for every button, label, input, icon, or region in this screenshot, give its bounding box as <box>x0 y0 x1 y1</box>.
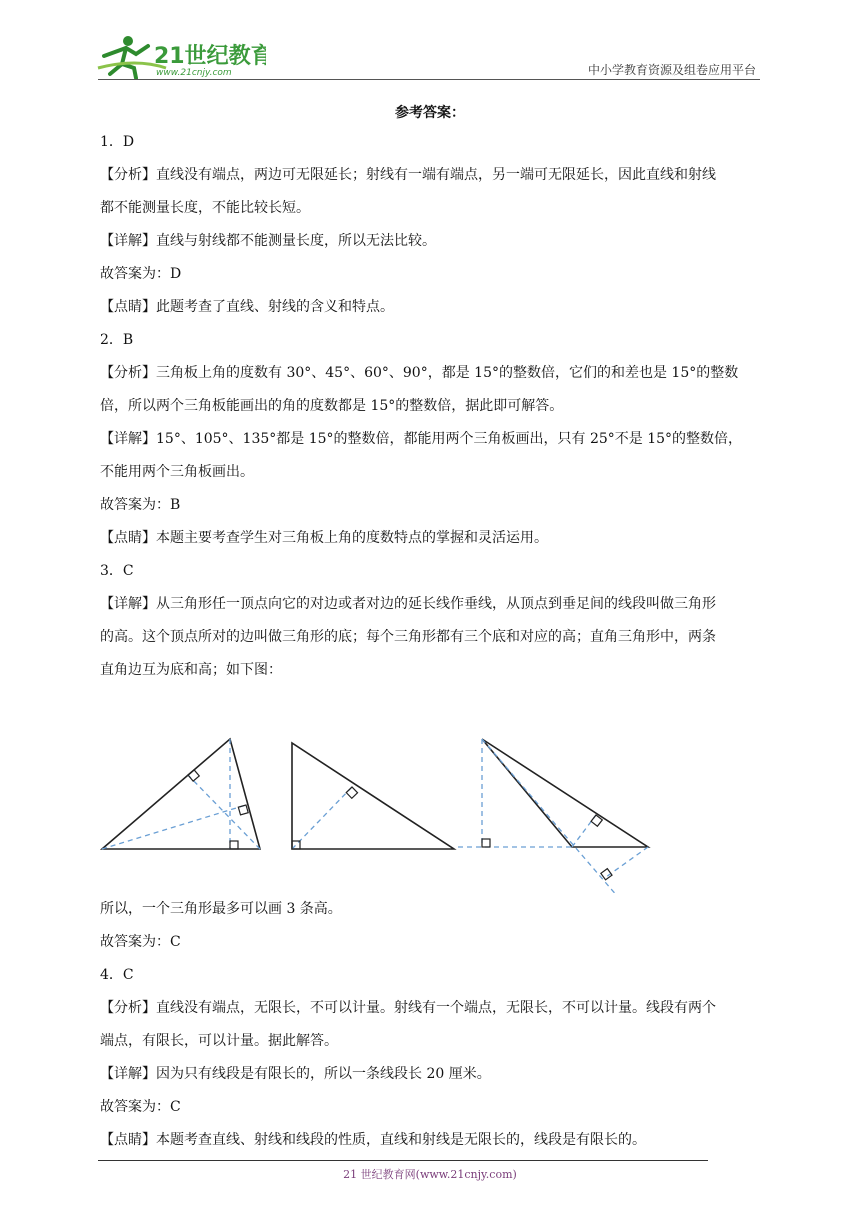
obtuse-triangle-figure <box>458 739 648 893</box>
answer-4-line: 【点睛】本题考查直线、射线和线段的性质，直线和射线是无限长的，线段是有限长的。 <box>100 1132 646 1148</box>
answer-4-line: 端点，有限长，可以计量。据此解答。 <box>100 1033 338 1049</box>
answer-3-number: 3．C <box>100 563 134 579</box>
answer-3-line: 直角边互为底和高；如下图： <box>100 662 282 678</box>
answer-2-line: 【点睛】本题主要考查学生对三角板上角的度数特点的掌握和灵活运用。 <box>100 530 548 546</box>
answer-1-line: 都不能测量长度，不能比较长短。 <box>100 200 310 216</box>
acute-triangle-figure <box>102 739 260 849</box>
footer-text: 21 世纪教育网(www.21cnjy.com) <box>343 1168 517 1181</box>
answer-3-line: 故答案为：C <box>100 934 181 950</box>
answer-4-line: 【分析】直线没有端点，无限长，不可以计量。射线有一个端点，无限长，不可以计量。线段有两个 <box>100 1000 716 1016</box>
answer-2-number: 2．B <box>100 332 134 348</box>
header-divider <box>98 79 760 80</box>
answer-3-line: 的高。这个顶点所对的边叫做三角形的底；每个三角形都有三个底和对应的高；直角三角形中，两条 <box>100 629 716 645</box>
triangle-heights-figure <box>100 687 762 893</box>
logo-text: 21世纪教育 <box>154 44 266 69</box>
answer-2-line: 故答案为：B <box>100 497 181 513</box>
footer-divider <box>98 1160 708 1161</box>
answer-1-line: 【分析】直线没有端点，两边可无限延长；射线有一端有端点，另一端可无限延长，因此直线和射线 <box>100 167 716 183</box>
answer-4-line: 故答案为：C <box>100 1099 181 1115</box>
page-title: 参考答案： <box>395 105 465 121</box>
answer-3-line: 【详解】从三角形任一顶点向它的对边或者对边的延长线作垂线，从顶点到垂足间的线段叫做三角形 <box>100 596 716 612</box>
answer-content <box>100 126 762 1157</box>
answer-4-number: 4．C <box>100 967 134 983</box>
answer-2-line: 【分析】三角板上角的度数有 30°、45°、60°、90°，都是 15°的整数倍，它们的和差也是 15°的整数 <box>100 365 739 381</box>
answer-4-line: 【详解】因为只有线段是有限长的，所以一条线段长 20 厘米。 <box>100 1066 491 1082</box>
answer-1-line: 【详解】直线与射线都不能测量长度，所以无法比较。 <box>100 233 436 249</box>
answer-2-line: 【详解】15°、105°、135°都是 15°的整数倍，都能用两个三角板画出，只有 25°不是 15°的整数倍， <box>100 431 743 447</box>
right-triangle-figure <box>292 743 454 849</box>
answer-2-line: 不能用两个三角板画出。 <box>100 464 254 480</box>
answer-3-line: 所以，一个三角形最多可以画 3 条高。 <box>100 901 342 917</box>
answer-2-line: 倍，所以两个三角板能画出的角的度数都是 15°的整数倍，据此即可解答。 <box>100 398 564 414</box>
answer-1-line: 故答案为：D <box>100 266 182 282</box>
logo-url: www.21cnjy.com <box>156 68 232 78</box>
answer-1-number: 1．D <box>100 134 135 150</box>
header-platform-text: 中小学教育资源及组卷应用平台 <box>587 63 756 77</box>
logo <box>96 34 266 80</box>
answer-1-line: 【点睛】此题考查了直线、射线的含义和特点。 <box>100 299 394 315</box>
